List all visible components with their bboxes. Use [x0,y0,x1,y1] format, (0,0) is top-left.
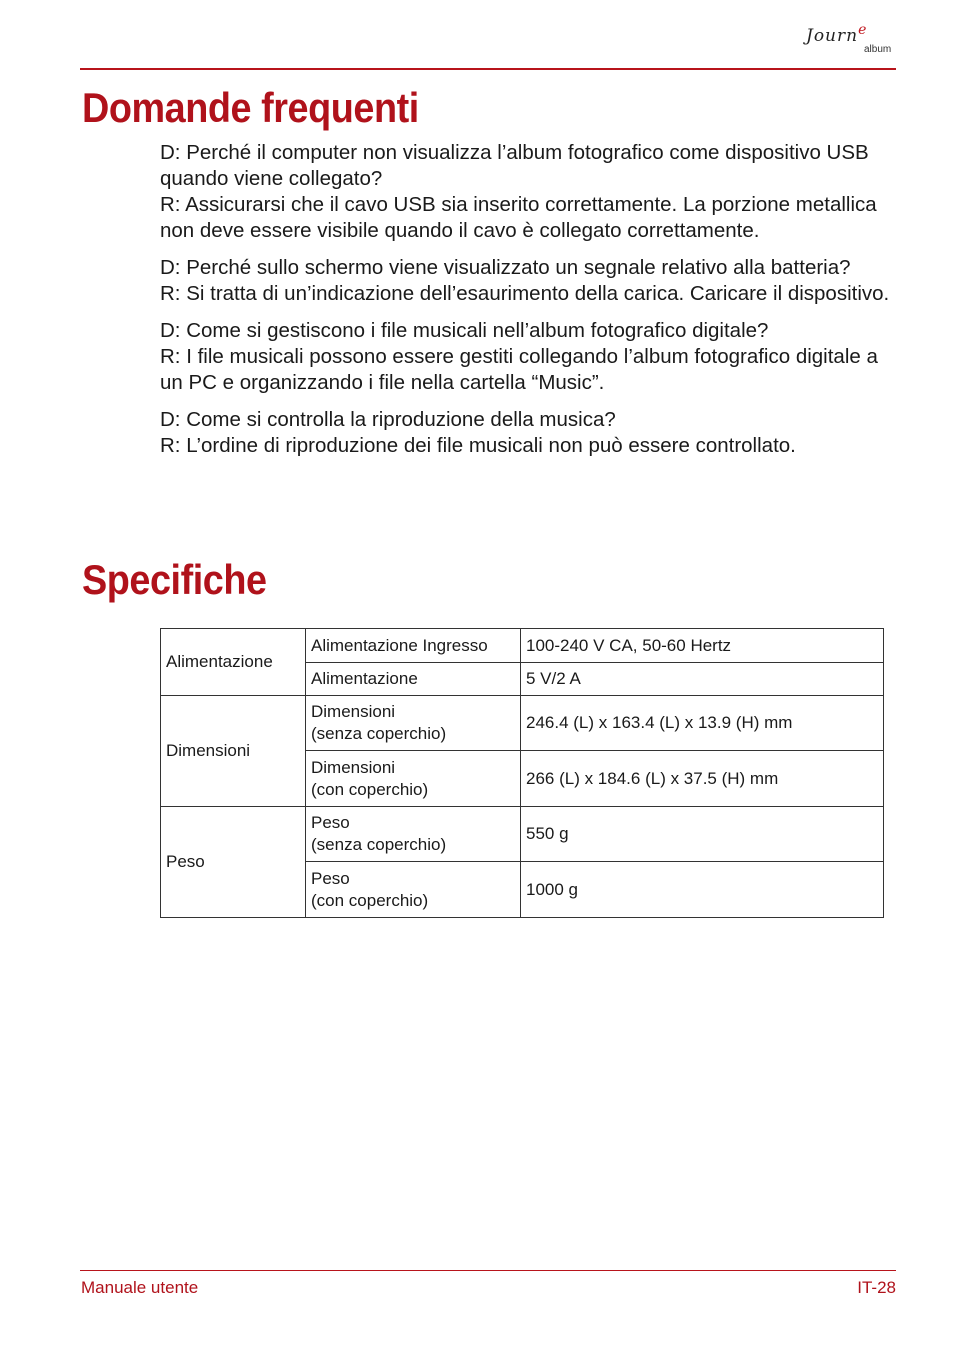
spec-group-label: Dimensioni [161,696,306,807]
spec-value: 550 g [521,807,884,862]
spec-value: 246.4 (L) x 163.4 (L) x 13.9 (H) mm [521,696,884,751]
spec-value: 1000 g [521,862,884,918]
spec-group-label: Peso [161,807,306,918]
faq-answer: R: Si tratta di un’indicazione dell’esaurimento della carica. Caricare il dispositivo. [160,282,890,305]
page-number: IT-28 [857,1278,896,1297]
spec-value: 266 (L) x 184.6 (L) x 37.5 (H) mm [521,751,884,807]
faq-question: D: Come si controlla la riproduzione della musica? [160,408,616,431]
specs-heading: Specifiche [82,556,267,603]
faq-list [160,140,890,470]
logo-wordmark: Journ$^e$ [806,22,868,46]
spec-name: Alimentazione [306,663,521,696]
footer-divider [80,1270,896,1271]
faq-question: D: Come si gestiscono i file musicali nell’album fotografico digitale? [160,319,769,342]
spec-name: Alimentazione Ingresso [306,629,521,663]
logo-album-text: album [864,44,892,55]
journe-album-logo [806,22,898,62]
spec-value: 100-240 V CA, 50-60 Hertz [521,629,884,663]
header-divider [80,68,896,70]
faq-answer: R: I file musicali possono essere gestiti collegando l’album fotografico digitale a un PC e organizzando i file nella cartella “Music”. [160,345,878,394]
faq-item [160,318,890,396]
faq-item [160,407,890,459]
faq-item [160,140,890,244]
spec-value: 5 V/2 A [521,663,884,696]
spec-name: Peso (senza coperchio) [306,807,521,862]
spec-group-label: Alimentazione [161,629,306,696]
table-row [161,807,884,862]
faq-heading: Domande frequenti [82,84,419,131]
faq-question: D: Perché il computer non visualizza l’album fotografico come dispositivo USB quando viene collegato? [160,141,869,190]
faq-question: D: Perché sullo schermo viene visualizzato un segnale relativo alla batteria? [160,256,851,279]
table-row [161,696,884,751]
faq-item [160,255,890,307]
footer-manual-title: Manuale utente [81,1278,199,1297]
faq-answer: R: Assicurarsi che il cavo USB sia inserito correttamente. La porzione metallica non deve essere visibile quando il cavo è collegato correttamente. [160,193,877,242]
specs-table [160,628,884,918]
table-row [161,629,884,663]
spec-name: Dimensioni (con coperchio) [306,751,521,807]
spec-name: Dimensioni (senza coperchio) [306,696,521,751]
spec-name: Peso (con coperchio) [306,862,521,918]
faq-answer: R: L’ordine di riproduzione dei file musicali non può essere controllato. [160,434,796,457]
